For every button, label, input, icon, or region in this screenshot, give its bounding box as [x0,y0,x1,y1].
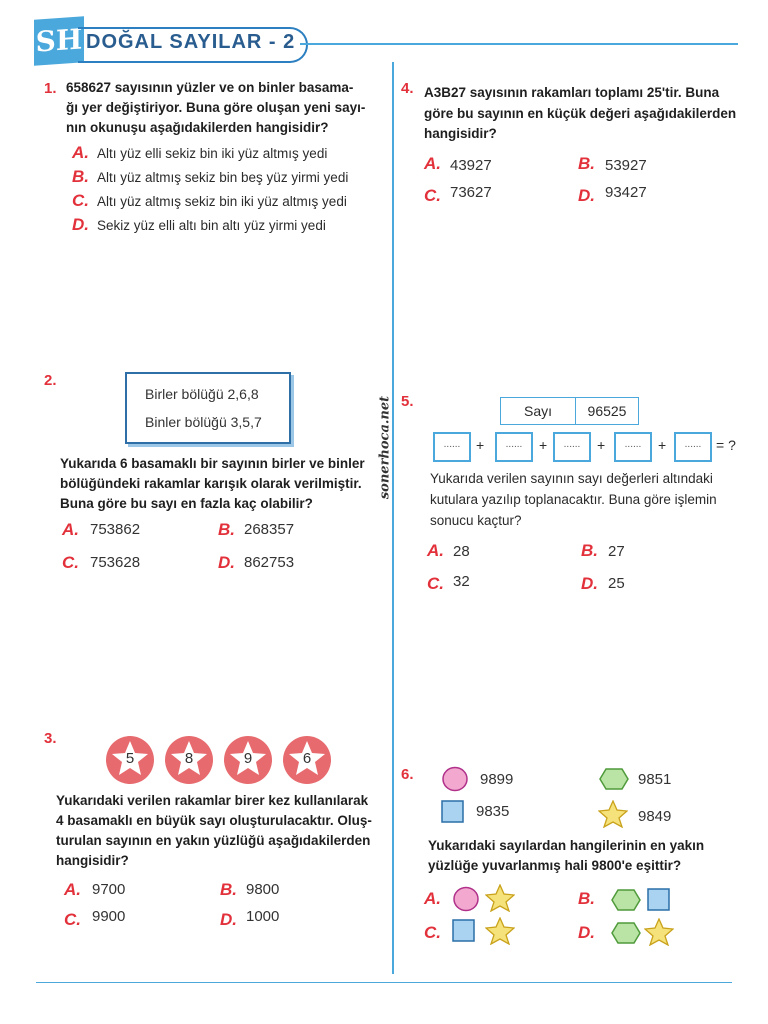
q3-line3: turulan sayının en yakın yüzlüğü aşağıdakilerden [56,833,371,848]
q5-box-4: ...... [614,432,652,462]
q5-box-2: ...... [495,432,533,462]
q6-value-star: 9849 [638,808,672,825]
q6-value-circle: 9899 [480,771,514,788]
q5-opt-a-letter[interactable]: A. [427,541,444,560]
q5-opt-a-text: 28 [453,543,470,560]
q3-number: 3. [44,730,57,747]
square-icon [440,799,466,825]
q2-opt-a-letter[interactable]: A. [62,520,79,539]
q5-value-cell: 96525 [575,397,639,425]
q2-number: 2. [44,372,57,389]
q5-label-cell: Sayı [500,397,576,425]
q4-opt-d-text: 93427 [605,184,647,201]
q1-number: 1. [44,80,57,97]
q6-opt-d-letter[interactable]: D. [578,923,595,942]
q6-opt-c-letter[interactable]: C. [424,923,441,942]
q6-line2: yüzlüğe yuvarlanmış hali 9800'e eşittir? [428,858,682,873]
star-icon [485,917,515,945]
q3-opt-c-text: 9900 [92,908,126,925]
q6-value-hexagon: 9851 [638,771,672,788]
q6-value-square: 9835 [476,803,510,820]
header-rule [300,43,738,45]
q2-line2: bölüğündeki rakamlar karışık olarak verilmiştir. [60,476,362,491]
q5-number: 5. [401,393,414,410]
circle-icon [440,765,470,793]
q3-line2: 4 basamaklı en büyük sayı oluşturulacaktır. Oluş- [56,813,372,828]
hexagon-icon [610,921,642,945]
q5-plus-1: + [476,437,485,453]
column-divider [392,62,394,974]
q5-box-3: ...... [553,432,591,462]
q5-line3: sonucu kaçtur? [430,513,522,528]
q5-box-5: ...... [674,432,712,462]
hexagon-icon [598,767,630,791]
q4-number: 4. [401,80,414,97]
q3-star-4 [283,736,331,784]
q2-opt-c-text: 753628 [90,554,141,571]
star-icon [644,918,674,946]
q3-opt-c-letter[interactable]: C. [64,910,81,929]
q2-line1: Yukarıda 6 basamaklı bir sayının birler ve binler [60,456,365,471]
q4-opt-c-letter[interactable]: C. [424,186,441,205]
q2-opt-b-letter[interactable]: B. [218,520,235,539]
q4-line1: A3B27 sayısının rakamları toplamı 25'tir. Buna [424,85,720,100]
q3-opt-a-text: 9700 [92,881,126,898]
q5-opt-d-text: 25 [608,575,625,592]
q2-opt-a-text: 753862 [90,521,141,538]
q3-star-3 [224,736,272,784]
q5-opt-d-letter[interactable]: D. [581,574,598,593]
square-icon [451,918,477,944]
q1-opt-c-letter[interactable]: C. [72,191,89,210]
q3-digit-1: 5 [125,750,135,767]
q2-opt-c-letter[interactable]: C. [62,553,79,572]
q3-opt-b-letter[interactable]: B. [220,880,237,899]
q4-line3: hangisidir? [424,126,497,141]
q2-opt-d-letter[interactable]: D. [218,553,235,572]
q4-opt-c-text: 73627 [450,184,492,201]
q1-opt-d-text: Sekiz yüz elli altı bin altı yüz yirmi yedi [97,218,326,233]
q4-opt-a-letter[interactable]: A. [424,154,441,173]
q1-opt-a-letter[interactable]: A. [72,143,89,162]
q5-opt-c-text: 32 [453,573,470,590]
q5-opt-b-text: 27 [608,543,625,560]
q5-box-1: ...... [433,432,471,462]
q5-plus-2: + [539,437,548,453]
q6-opt-a-letter[interactable]: A. [424,889,441,908]
q5-plus-3: + [597,437,606,453]
q1-opt-d-letter[interactable]: D. [72,215,89,234]
q4-opt-d-letter[interactable]: D. [578,186,595,205]
q1-line3: nın okunuşu aşağıdakilerden hangisidir? [66,120,329,135]
q5-opt-c-letter[interactable]: C. [427,574,444,593]
watermark: sonerhoca.net [377,395,393,500]
logo: SH [34,16,84,65]
star-icon [598,800,628,828]
q5-equals: = ? [716,437,736,453]
q2-opt-b-text: 268357 [244,521,295,538]
square-icon [646,887,672,913]
q3-opt-a-letter[interactable]: A. [64,880,81,899]
q5-opt-b-letter[interactable]: B. [581,541,598,560]
q5-line1: Yukarıda verilen sayının sayı değerleri altındaki [430,471,713,486]
q3-line1: Yukarıdaki verilen rakamlar birer kez kullanılarak [56,793,369,808]
q2-line3: Buna göre bu sayı en fazla kaç olabilir? [60,496,313,511]
q2-opt-d-text: 862753 [244,554,295,571]
q3-opt-d-text: 1000 [246,908,280,925]
q2-box-line1: Birler bölüğü 2,6,8 [145,386,259,402]
q1-opt-b-letter[interactable]: B. [72,167,89,186]
q4-opt-b-text: 53927 [605,157,647,174]
hexagon-icon [610,888,642,912]
q3-star-2 [165,736,213,784]
circle-icon [451,885,481,913]
q2-box-line2: Binler bölüğü 3,5,7 [145,414,262,430]
q1-opt-b-text: Altı yüz altmış sekiz bin beş yüz yirmi yedi [97,170,349,185]
q4-line2: göre bu sayının en küçük değeri aşağıdakilerden [424,106,737,121]
q1-opt-c-text: Altı yüz altmış sekiz bin iki yüz altmış yedi [97,194,347,209]
q4-opt-b-letter[interactable]: B. [578,154,595,173]
page-title: DOĞAL SAYILAR - 2 [86,31,296,53]
q3-line4: hangisidir? [56,853,129,868]
q3-opt-b-text: 9800 [246,881,280,898]
q6-opt-b-letter[interactable]: B. [578,889,595,908]
q1-line1: 658627 sayısının yüzler ve on binler basama- [66,80,354,95]
q3-digit-2: 8 [184,750,194,767]
q2-info-box [125,372,291,444]
q3-digit-3: 9 [243,750,253,767]
q6-number: 6. [401,766,414,783]
footer-rule [36,982,732,983]
q5-plus-4: + [658,437,667,453]
q4-opt-a-text: 43927 [450,157,492,174]
q3-opt-d-letter[interactable]: D. [220,910,237,929]
q1-line2: ğı yer değiştiriyor. Buna göre oluşan yeni sayı- [66,100,366,115]
star-icon [485,884,515,912]
q6-line1: Yukarıdaki sayılardan hangilerinin en yakın [428,838,705,853]
q3-star-1 [106,736,154,784]
q3-digit-4: 6 [302,750,312,767]
q5-line2: kutulara yazılıp toplanacaktır. Buna göre işlemin [430,492,717,507]
q1-opt-a-text: Altı yüz elli sekiz bin iki yüz altmış yedi [97,146,328,161]
